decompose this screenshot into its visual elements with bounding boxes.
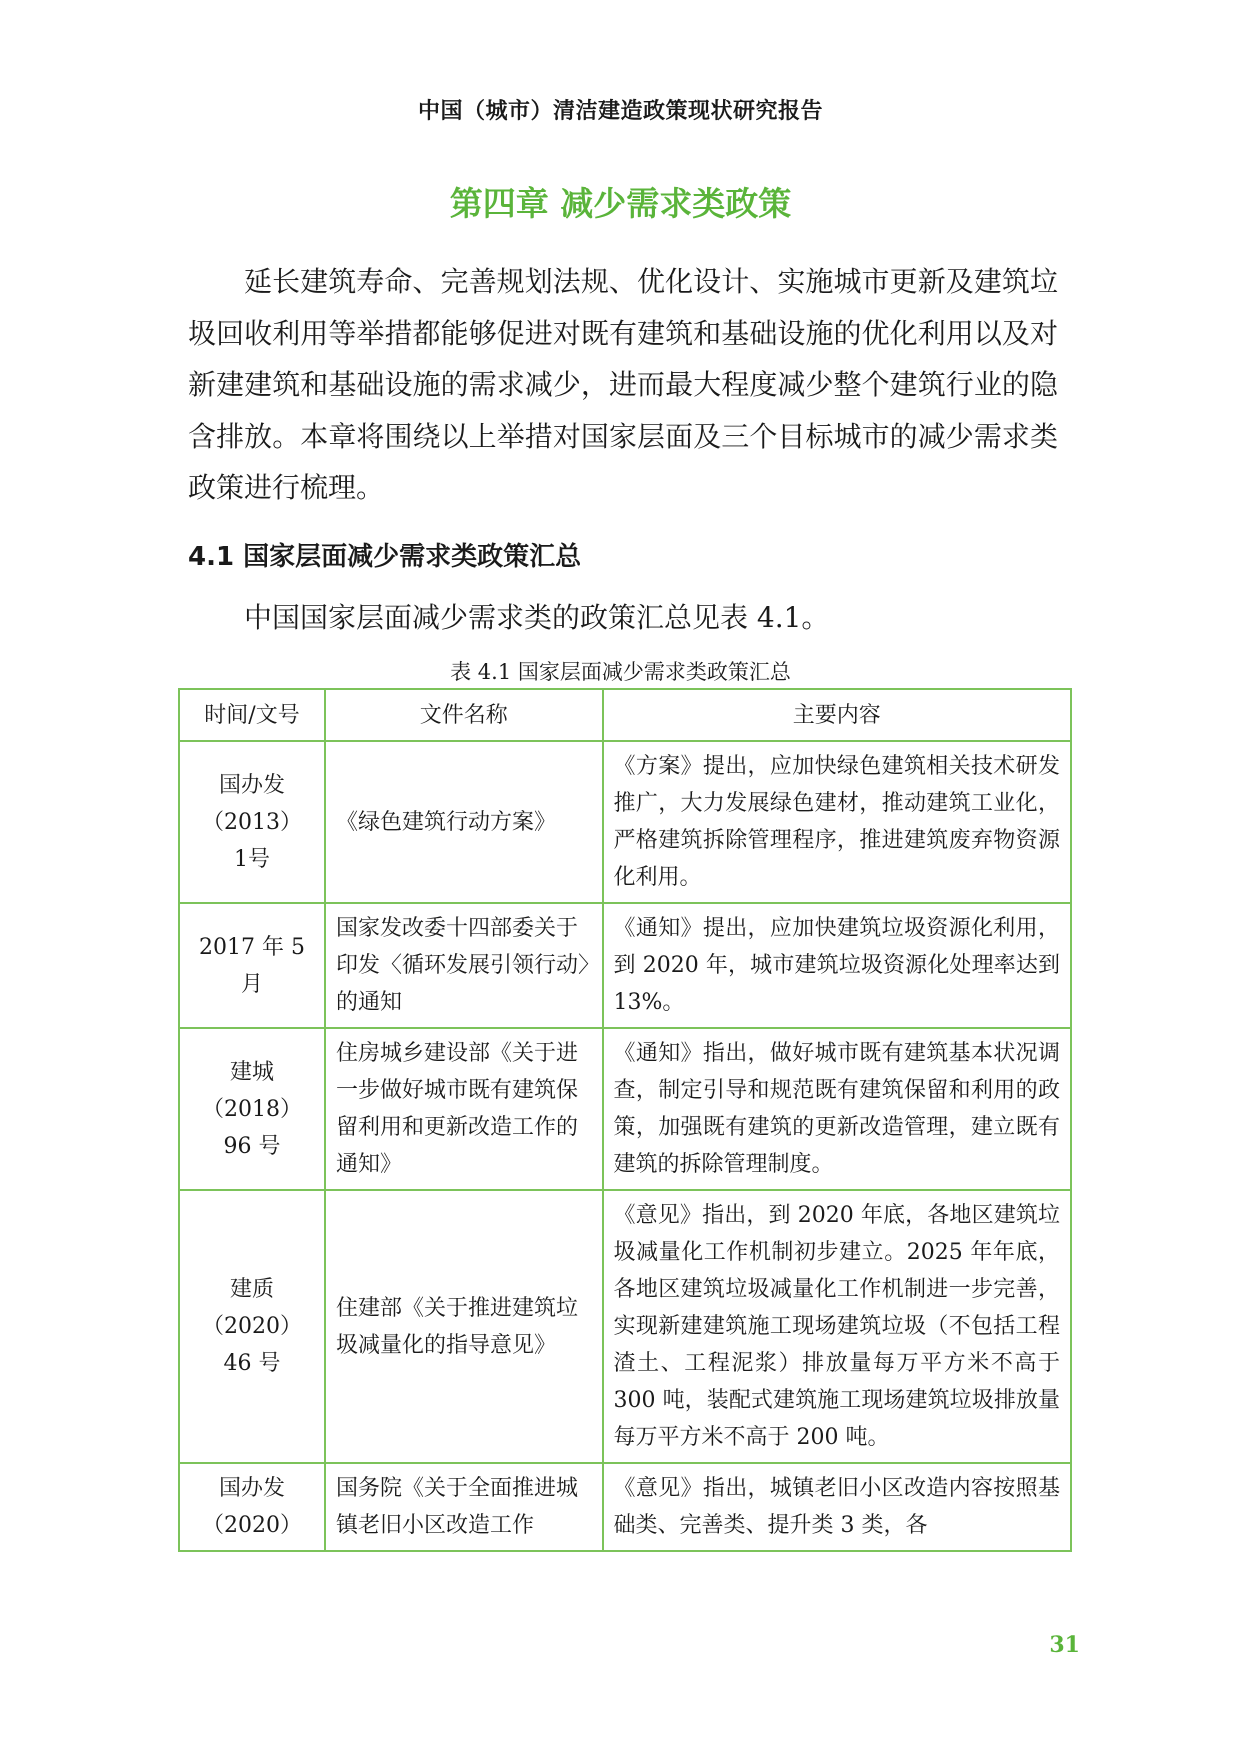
table-row	[179, 1463, 1071, 1551]
cell-content: 《意见》指出，城镇老旧小区改造内容按照基础类、完善类、提升类 3 类，各	[603, 1463, 1071, 1551]
table-header-row	[179, 689, 1071, 741]
table-row	[179, 903, 1071, 1028]
cell-date: 国办发（2020）	[179, 1463, 325, 1551]
cell-content: 《通知》指出，做好城市既有建筑基本状况调查，制定引导和规范既有建筑保留和利用的政策，加强既有建筑的更新改造管理，建立既有建筑的拆除管理制度。	[603, 1028, 1071, 1190]
column-header-name: 文件名称	[325, 689, 602, 741]
running-header: 中国（城市）清洁建造政策现状研究报告	[417, 99, 823, 124]
table-row	[179, 1028, 1071, 1190]
chapter-intro-paragraph: 延长建筑寿命、完善规划法规、优化设计、实施城市更新及建筑垃圾回收利用等举措都能够促进对既有建筑和基础设施的优化利用以及对新建建筑和基础设施的需求减少，进而最大程度减少整个建筑行业的隐含排放。本章将围绕以上举措对国家层面及三个目标城市的减少需求类政策进行梳理。	[188, 265, 1058, 504]
column-header-content: 主要内容	[603, 689, 1071, 741]
cell-content: 《通知》提出，应加快建筑垃圾资源化利用，到 2020 年，城市建筑垃圾资源化处理率达到 13%。	[603, 903, 1071, 1028]
section-heading: 4.1 国家层面减少需求类政策汇总	[188, 542, 582, 572]
table-row	[179, 1190, 1071, 1463]
cell-date: 2017 年 5 月	[179, 903, 325, 1028]
policy-table	[178, 688, 1072, 1552]
cell-name: 《绿色建筑行动方案》	[325, 741, 602, 903]
table-row	[179, 741, 1071, 903]
section-summary-paragraph: 中国国家层面减少需求类的政策汇总见表 4.1。	[244, 601, 830, 634]
cell-content: 《方案》提出，应加快绿色建筑相关技术研发推广，大力发展绿色建材，推动建筑工业化，严格建筑拆除管理程序，推进建筑废弃物资源化利用。	[603, 741, 1071, 903]
cell-date: 建质（2020）46 号	[179, 1190, 325, 1463]
cell-date: 国办发（2013）1号	[179, 741, 325, 903]
page-number: 31	[1049, 1632, 1080, 1658]
chapter-title: 第四章 减少需求类政策	[449, 184, 792, 223]
cell-content: 《意见》指出，到 2020 年底，各地区建筑垃圾减量化工作机制初步建立。2025 年年底，各地区建筑垃圾减量化工作机制进一步完善，实现新建建筑施工现场建筑垃圾（不包括工程渣土、工程泥浆）排放量每万平方米不高于 300 吨，装配式建筑施工现场建筑垃圾排放量每万平方米不高于 200 吨。	[603, 1190, 1071, 1463]
cell-name: 国务院《关于全面推进城镇老旧小区改造工作	[325, 1463, 602, 1551]
cell-date: 建城（2018）96 号	[179, 1028, 325, 1190]
table-caption: 表 4.1 国家层面减少需求类政策汇总	[450, 660, 791, 684]
cell-name: 国家发改委十四部委关于印发〈循环发展引领行动〉的通知	[325, 903, 602, 1028]
cell-name: 住建部《关于推进建筑垃圾减量化的指导意见》	[325, 1190, 602, 1463]
column-header-date: 时间/文号	[179, 689, 325, 741]
cell-name: 住房城乡建设部《关于进一步做好城市既有建筑保留利用和更新改造工作的通知》	[325, 1028, 602, 1190]
